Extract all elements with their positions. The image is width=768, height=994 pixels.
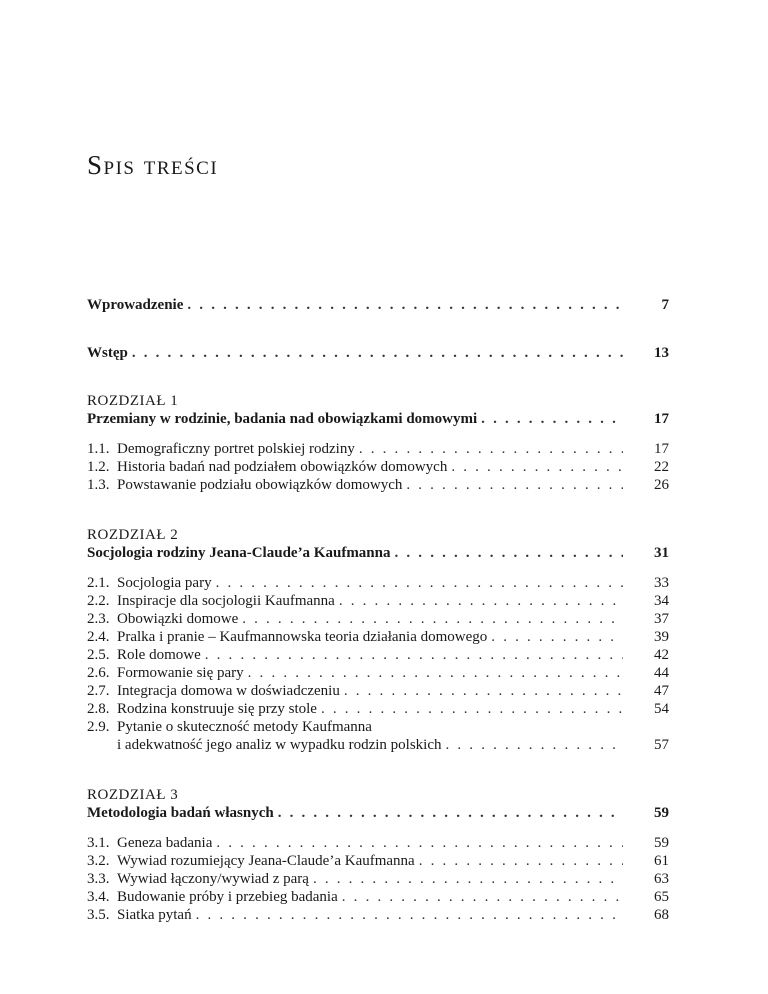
chapter-title: Socjologia rodziny Jeana-Claude’a Kaufmanna (87, 545, 391, 561)
entry-label: Wstęp (87, 345, 128, 361)
chapter-2 (87, 526, 669, 754)
section-page: 61 (654, 853, 669, 869)
section-number: 2.5. (87, 647, 110, 663)
dot-leader (451, 458, 623, 476)
toc-section[interactable] (87, 834, 669, 852)
dot-leader (242, 610, 623, 628)
section-title: Wywiad łączony/wywiad z parą (117, 871, 309, 887)
section-number: 2.8. (87, 701, 110, 717)
toc-section-continuation[interactable] (87, 736, 669, 754)
section-title: Pralka i pranie – Kaufmannowska teoria działania domowego (117, 629, 488, 645)
toc-section[interactable] (87, 592, 669, 610)
section-page: 65 (654, 889, 669, 905)
section-page: 39 (654, 629, 669, 645)
dot-leader (205, 646, 623, 664)
chapter-page: 31 (654, 545, 669, 561)
section-title: Inspiracje dla socjologii Kaufmanna (117, 593, 335, 609)
toc-section[interactable] (87, 628, 669, 646)
chapter-title: Przemiany w rodzinie, badania nad obowiązkami domowymi (87, 411, 478, 427)
section-page: 22 (654, 459, 669, 475)
section-number: 2.1. (87, 575, 110, 591)
section-page: 17 (654, 441, 669, 457)
section-number: 3.5. (87, 907, 110, 923)
section-title: Formowanie się pary (117, 665, 244, 681)
dot-leader (196, 906, 623, 924)
section-title: Siatka pytań (117, 907, 192, 923)
dot-leader (132, 344, 623, 362)
dot-leader (419, 852, 623, 870)
entry-page: 13 (654, 345, 669, 361)
section-number: 3.3. (87, 871, 110, 887)
page-title: Spis treści (87, 150, 219, 180)
dot-leader (339, 592, 623, 610)
toc-section[interactable] (87, 610, 669, 628)
section-title: Integracja domowa w doświadczeniu (117, 683, 340, 699)
toc-section[interactable] (87, 718, 669, 736)
section-number: 2.4. (87, 629, 110, 645)
section-number: 2.9. (87, 719, 110, 735)
section-title: Powstawanie podziału obowiązków domowych (117, 477, 403, 493)
section-number: 2.2. (87, 593, 110, 609)
dot-leader (481, 410, 623, 428)
dot-leader (216, 834, 623, 852)
section-page: 63 (654, 871, 669, 887)
section-page: 33 (654, 575, 669, 591)
toc-section[interactable] (87, 646, 669, 664)
toc-section[interactable] (87, 458, 669, 476)
toc-section[interactable] (87, 906, 669, 924)
section-title: Demograficzny portret polskiej rodziny (117, 441, 355, 457)
section-title: Role domowe (117, 647, 201, 663)
section-title: Historia badań nad podziałem obowiązków domowych (117, 459, 448, 475)
dot-leader (187, 296, 623, 314)
dot-leader (313, 870, 623, 888)
section-page: 42 (654, 647, 669, 663)
toc-section[interactable] (87, 852, 669, 870)
section-page: 37 (654, 611, 669, 627)
section-number: 3.2. (87, 853, 110, 869)
section-page: 57 (654, 737, 669, 753)
section-page: 26 (654, 477, 669, 493)
toc-section[interactable] (87, 476, 669, 494)
section-number: 3.1. (87, 835, 110, 851)
section-number: 1.1. (87, 441, 110, 457)
chapter-label: ROZDZIAŁ 3 (87, 787, 179, 803)
toc-section[interactable] (87, 700, 669, 718)
section-title: Socjologia pary (117, 575, 212, 591)
dot-leader (395, 544, 624, 562)
toc-section[interactable] (87, 682, 669, 700)
toc-entry-wstep[interactable] (87, 344, 669, 362)
dot-leader (344, 682, 623, 700)
dot-leader (491, 628, 623, 646)
dot-leader (406, 476, 623, 494)
toc-section[interactable] (87, 574, 669, 592)
section-title: Pytanie o skuteczność metody Kaufmanna (117, 719, 372, 735)
section-number: 2.6. (87, 665, 110, 681)
section-number: 2.7. (87, 683, 110, 699)
section-title: Budowanie próby i przebieg badania (117, 889, 338, 905)
chapter-label: ROZDZIAŁ 2 (87, 527, 179, 543)
section-page: 68 (654, 907, 669, 923)
toc-entry-wprowadzenie[interactable] (87, 296, 669, 314)
dot-leader (359, 440, 623, 458)
toc-section[interactable] (87, 888, 669, 906)
section-number: 2.3. (87, 611, 110, 627)
section-title: Obowiązki domowe (117, 611, 239, 627)
dot-leader (321, 700, 623, 718)
section-page: 54 (654, 701, 669, 717)
chapter-page: 59 (654, 805, 669, 821)
chapter-label: ROZDZIAŁ 1 (87, 393, 179, 409)
chapter-3 (87, 786, 669, 924)
chapter-1 (87, 392, 669, 494)
chapter-title-row[interactable] (87, 804, 669, 822)
section-number: 3.4. (87, 889, 110, 905)
entry-page: 7 (661, 297, 669, 313)
section-page: 47 (654, 683, 669, 699)
dot-leader (278, 804, 623, 822)
toc-section[interactable] (87, 440, 669, 458)
section-page: 59 (654, 835, 669, 851)
dot-leader (342, 888, 623, 906)
entry-label: Wprowadzenie (87, 297, 184, 313)
section-title-continuation: i adekwatność jego analiz w wypadku rodzin polskich (117, 737, 442, 753)
table-of-contents (87, 296, 669, 924)
section-title: Geneza badania (117, 835, 213, 851)
chapter-page: 17 (654, 411, 669, 427)
section-title: Wywiad rozumiejący Jeana-Claude’a Kaufmanna (117, 853, 415, 869)
chapter-title: Metodologia badań własnych (87, 805, 274, 821)
section-page: 44 (654, 665, 669, 681)
chapter-title-row[interactable] (87, 410, 669, 428)
toc-section[interactable] (87, 664, 669, 682)
section-page: 34 (654, 593, 669, 609)
dot-leader (446, 736, 624, 754)
section-title: Rodzina konstruuje się przy stole (117, 701, 317, 717)
section-number: 1.2. (87, 459, 110, 475)
toc-section[interactable] (87, 870, 669, 888)
chapter-title-row[interactable] (87, 544, 669, 562)
section-number: 1.3. (87, 477, 110, 493)
dot-leader (248, 664, 623, 682)
dot-leader (216, 574, 623, 592)
